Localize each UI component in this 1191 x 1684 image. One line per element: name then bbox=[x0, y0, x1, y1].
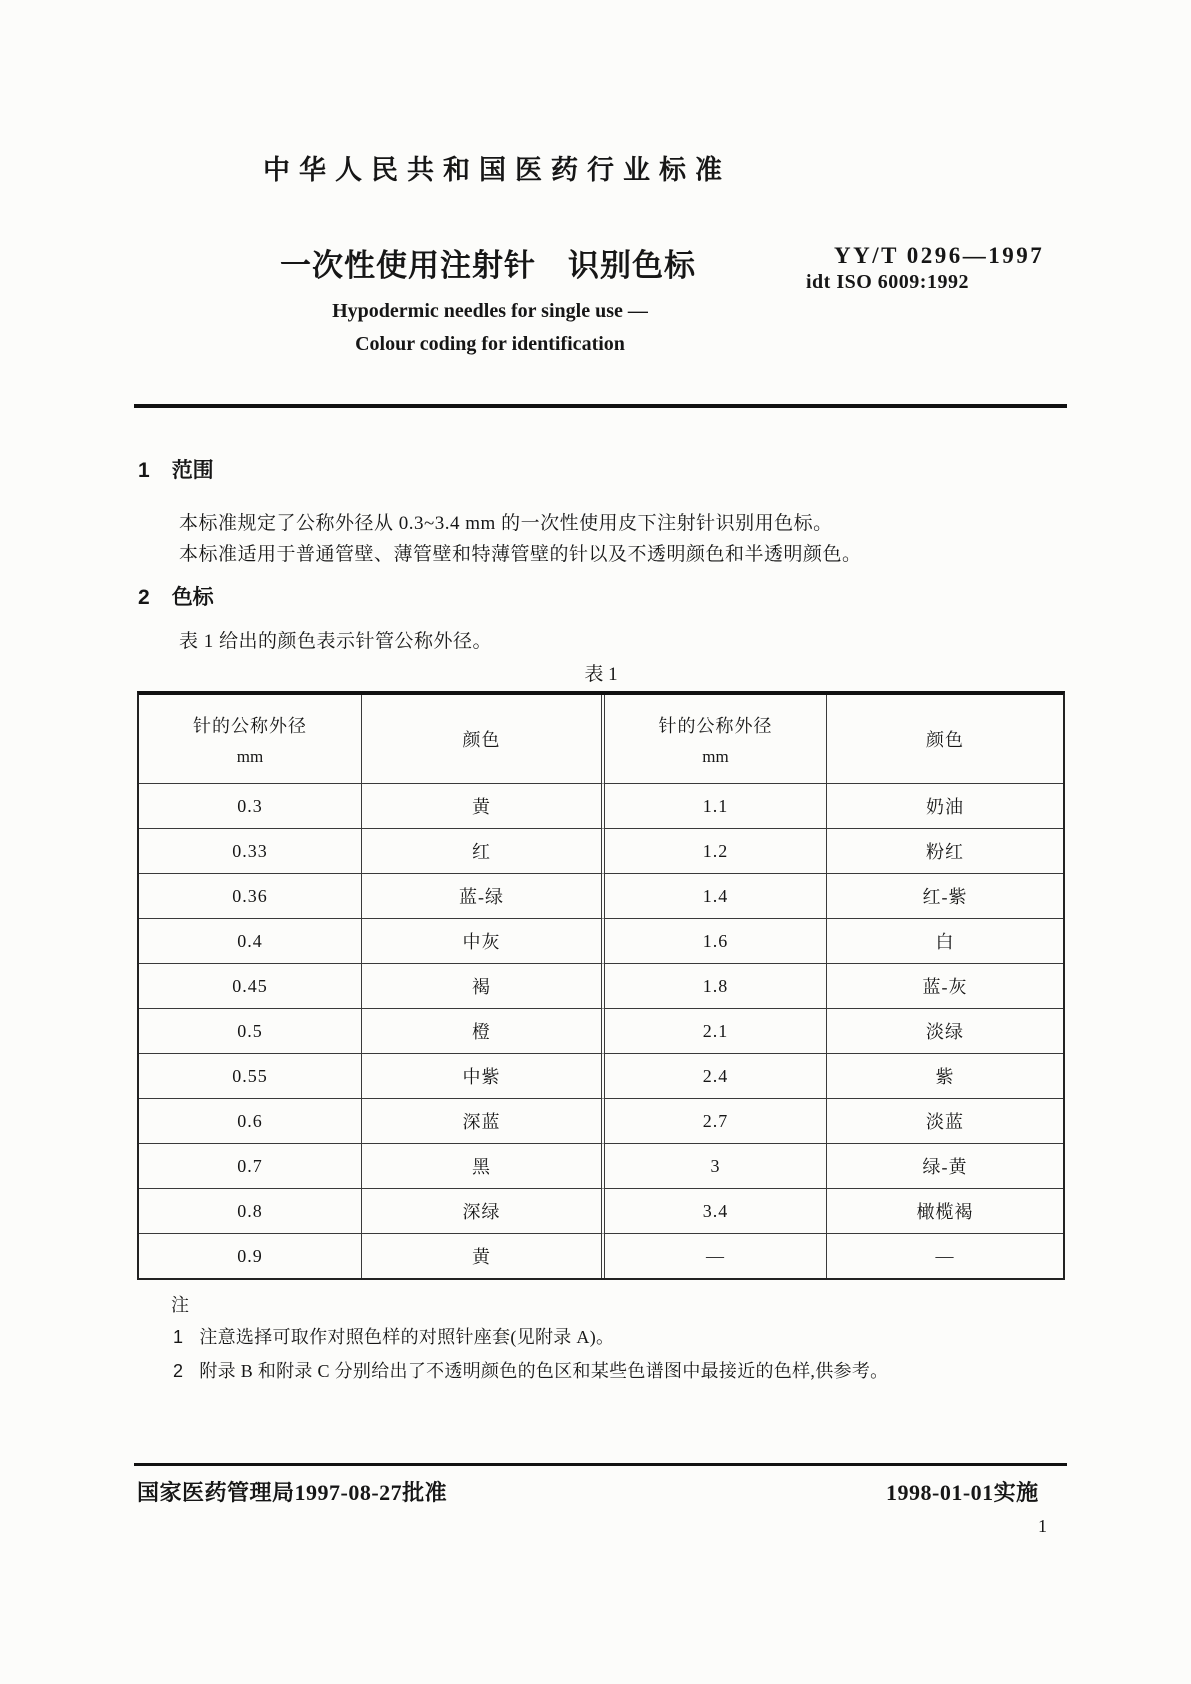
table-row bbox=[139, 1233, 1063, 1278]
standard-number: YY/T 0296—1997 bbox=[834, 243, 1045, 268]
note-item-1 bbox=[173, 1323, 614, 1349]
table-cell: 1.8 bbox=[601, 963, 826, 1008]
table-cell: 0.45 bbox=[139, 963, 361, 1008]
note-2-number: 2 bbox=[173, 1361, 184, 1381]
table-cell: 中紫 bbox=[361, 1053, 601, 1098]
table-cell: 黄 bbox=[361, 783, 601, 828]
notes-label: 注 bbox=[171, 1295, 189, 1315]
section-1-heading bbox=[138, 454, 214, 484]
table-row bbox=[139, 1098, 1063, 1143]
table-row bbox=[139, 1143, 1063, 1188]
header-divider-rule bbox=[134, 404, 1067, 408]
table-row bbox=[139, 1053, 1063, 1098]
document-title-english-line2: Colour coding for identification bbox=[355, 333, 625, 355]
idt-iso-reference: idt ISO 6009:1992 bbox=[806, 271, 969, 293]
table-header-color-right bbox=[826, 695, 1063, 783]
table-header-size-left-unit: mm bbox=[236, 746, 264, 766]
table-cell: 0.4 bbox=[139, 918, 361, 963]
table-header-size-left bbox=[139, 695, 361, 783]
table-cell: 1.1 bbox=[601, 783, 826, 828]
table-cell: 中灰 bbox=[361, 918, 601, 963]
table-cell: 0.55 bbox=[139, 1053, 361, 1098]
table-cell: 蓝-灰 bbox=[826, 963, 1063, 1008]
table-row bbox=[139, 783, 1063, 828]
document-title-chinese: 一次性使用注射针 识别色标 bbox=[280, 248, 696, 283]
note-item-2 bbox=[173, 1357, 888, 1383]
section-2-heading bbox=[138, 581, 214, 611]
table-header-color-left bbox=[361, 695, 601, 783]
table-cell: — bbox=[601, 1233, 826, 1278]
table-cell: 1.4 bbox=[601, 873, 826, 918]
table-cell: 淡蓝 bbox=[826, 1098, 1063, 1143]
table-row bbox=[139, 1008, 1063, 1053]
table-header-size-left-label: 针的公称外径 bbox=[193, 715, 307, 736]
table-cell: 红-紫 bbox=[826, 873, 1063, 918]
table-cell: 1.6 bbox=[601, 918, 826, 963]
table-row bbox=[139, 1188, 1063, 1233]
section-2-title: 色标 bbox=[171, 585, 214, 609]
standard-type-heading: 中华人民共和国医药行业标准 bbox=[263, 155, 731, 185]
implementation-date: 1998-01-01实施 bbox=[886, 1480, 1039, 1505]
table-header-size-right-unit: mm bbox=[702, 746, 729, 766]
table-cell: — bbox=[826, 1233, 1063, 1278]
table-cell: 黄 bbox=[361, 1233, 601, 1278]
table-cell: 2.4 bbox=[601, 1053, 826, 1098]
table-cell: 0.7 bbox=[139, 1143, 361, 1188]
table-cell: 0.6 bbox=[139, 1098, 361, 1143]
table-cell: 0.36 bbox=[139, 873, 361, 918]
table-cell: 黑 bbox=[361, 1143, 601, 1188]
page-number: 1 bbox=[1038, 1516, 1047, 1536]
table-cell: 0.5 bbox=[139, 1008, 361, 1053]
table-intro-sentence: 表 1 给出的颜色表示针管公称外径。 bbox=[179, 631, 493, 652]
section-1-title: 范围 bbox=[171, 458, 214, 482]
footer-divider-rule bbox=[134, 1463, 1067, 1466]
table-cell: 褐 bbox=[361, 963, 601, 1008]
table-cell: 紫 bbox=[826, 1053, 1063, 1098]
table-cell: 粉红 bbox=[826, 828, 1063, 873]
table-header-color-left-label: 颜色 bbox=[462, 730, 501, 750]
section-1-number: 1 bbox=[138, 459, 150, 482]
scope-paragraph-2: 本标准适用于普通管壁、薄管壁和特薄管壁的针以及不透明颜色和半透明颜色。 bbox=[179, 544, 862, 565]
table-cell: 2.1 bbox=[601, 1008, 826, 1053]
table-caption: 表 1 bbox=[584, 664, 618, 685]
note-2-text: 附录 B 和附录 C 分别给出了不透明颜色的色区和某些色谱图中最接近的色样,供参考。 bbox=[199, 1361, 889, 1381]
table-cell: 淡绿 bbox=[826, 1008, 1063, 1053]
table-row bbox=[139, 828, 1063, 873]
note-1-text: 注意选择可取作对照色样的对照针座套(见附录 A)。 bbox=[199, 1327, 615, 1347]
table-cell: 白 bbox=[826, 918, 1063, 963]
table-cell: 奶油 bbox=[826, 783, 1063, 828]
scope-paragraph-1: 本标准规定了公称外径从 0.3~3.4 mm 的一次性使用皮下注射针识别用色标。 bbox=[179, 513, 833, 534]
table-cell: 3.4 bbox=[601, 1188, 826, 1233]
table-cell: 深蓝 bbox=[361, 1098, 601, 1143]
table-row bbox=[139, 963, 1063, 1008]
table-cell: 2.7 bbox=[601, 1098, 826, 1143]
note-1-number: 1 bbox=[173, 1327, 184, 1347]
table-cell: 绿-黄 bbox=[826, 1143, 1063, 1188]
color-code-table bbox=[137, 691, 1065, 1280]
table-cell: 蓝-绿 bbox=[361, 873, 601, 918]
table-header-row bbox=[139, 695, 1063, 783]
table-cell: 深绿 bbox=[361, 1188, 601, 1233]
table-row bbox=[139, 873, 1063, 918]
table-cell: 0.9 bbox=[139, 1233, 361, 1278]
table-header-size-right bbox=[601, 695, 826, 783]
document-title-english-line1: Hypodermic needles for single use — bbox=[332, 300, 648, 322]
table-header-color-right-label: 颜色 bbox=[926, 730, 964, 750]
approval-authority-date: 国家医药管理局1997-08-27批准 bbox=[137, 1480, 448, 1505]
section-2-number: 2 bbox=[138, 586, 150, 609]
table-row bbox=[139, 918, 1063, 963]
table-cell: 橄榄褐 bbox=[826, 1188, 1063, 1233]
table-cell: 红 bbox=[361, 828, 601, 873]
table-cell: 0.3 bbox=[139, 783, 361, 828]
table-cell: 3 bbox=[601, 1143, 826, 1188]
table-cell: 1.2 bbox=[601, 828, 826, 873]
table-cell: 0.8 bbox=[139, 1188, 361, 1233]
table-cell: 橙 bbox=[361, 1008, 601, 1053]
table-header-size-right-label: 针的公称外径 bbox=[658, 715, 773, 736]
table-cell: 0.33 bbox=[139, 828, 361, 873]
